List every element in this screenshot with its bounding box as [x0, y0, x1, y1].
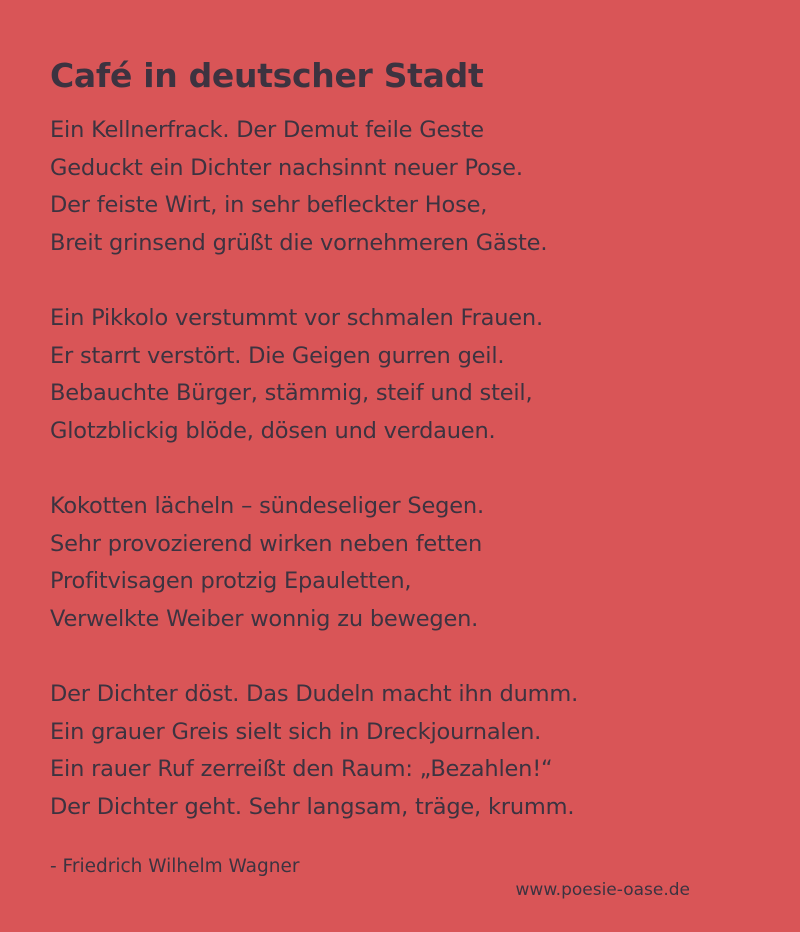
poem-line: Profitvisagen protzig Epauletten,	[50, 568, 412, 594]
poem-author: - Friedrich Wilhelm Wagner	[50, 856, 300, 877]
poem-title: Café in deutscher Stadt	[50, 56, 484, 95]
poem-line: Breit grinsend grüßt die vornehmeren Gäste.	[50, 229, 548, 256]
poem-line: Glotzblickig blöde, dösen und verdauen.	[50, 417, 496, 444]
poem-line: Ein Kellnerfrack. Der Demut feile Geste	[50, 117, 484, 143]
poem-body	[50, 112, 770, 864]
poem-line: Der Dichter geht. Sehr langsam, träge, krumm.	[50, 793, 575, 820]
stanza-3	[50, 488, 770, 638]
stanza-4	[50, 676, 770, 826]
poem-line: Bebauchte Bürger, stämmig, steif und steil,	[50, 380, 533, 406]
poem-line: Ein grauer Greis sielt sich in Dreckjournalen.	[50, 718, 542, 745]
poem-line: Der feiste Wirt, in sehr befleckter Hose,	[50, 192, 488, 218]
stanza-1	[50, 112, 770, 262]
website-text: www.poesie-oase.de	[515, 880, 690, 900]
poem-line: Ein Pikkolo verstummt vor schmalen Frauen.	[50, 305, 543, 331]
poem-line: Ein rauer Ruf zerreißt den Raum: „Bezahlen!“	[50, 756, 553, 782]
poem-line: Sehr provozierend wirken neben fetten	[50, 530, 483, 557]
poem-line: Geduckt ein Dichter nachsinnt neuer Pose.	[50, 154, 523, 181]
poem-line: Der Dichter döst. Das Dudeln macht ihn dumm.	[50, 681, 579, 707]
poem-line: Er starrt verstört. Die Geigen gurren geil.	[50, 342, 505, 369]
poem-line: Verwelkte Weiber wonnig zu bewegen.	[50, 605, 479, 632]
poem-line: Kokotten lächeln – sündeseliger Segen.	[50, 493, 484, 519]
stanza-2	[50, 300, 770, 450]
